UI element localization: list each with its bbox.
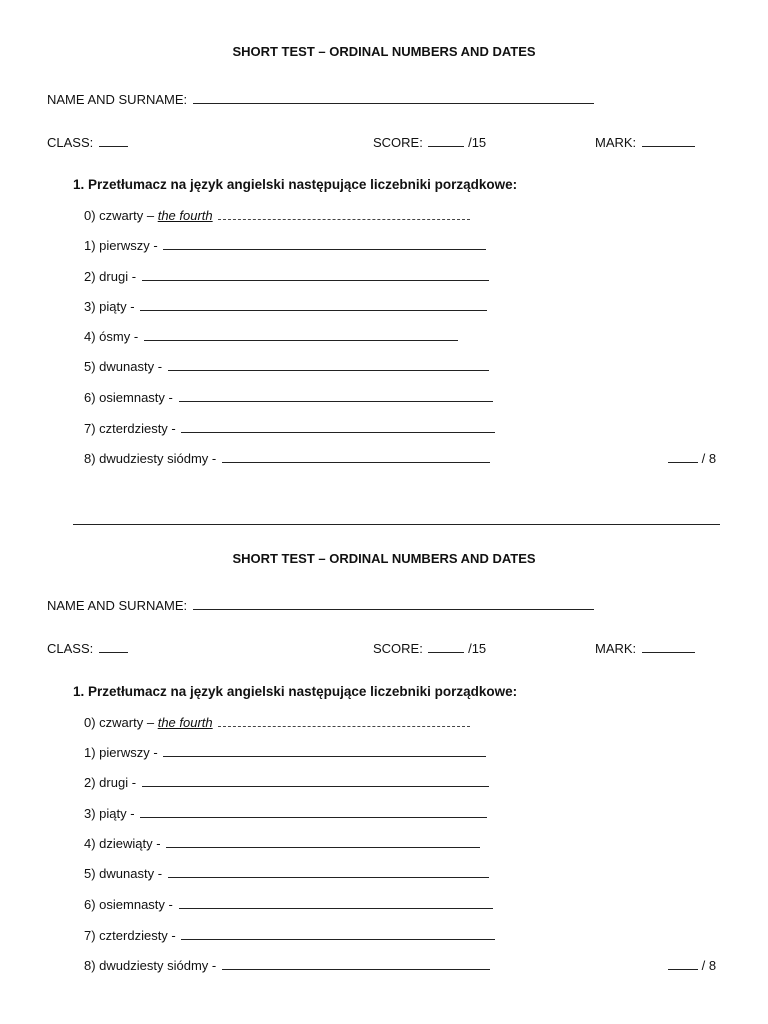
- item-line: [84, 865, 489, 881]
- score-blank[interactable]: [428, 134, 464, 147]
- name-line: [47, 597, 594, 613]
- mark-line: [595, 640, 695, 656]
- item-prompt: 8) dwudziesty siódmy -: [84, 451, 217, 466]
- mark-line: [595, 134, 695, 150]
- points-blank[interactable]: [668, 957, 698, 970]
- example-prompt: 0) czwarty –: [84, 715, 155, 730]
- mark-label: MARK:: [595, 641, 637, 656]
- item-line: [84, 927, 495, 943]
- item-line: [84, 268, 489, 284]
- answer-blank[interactable]: [179, 389, 493, 402]
- example-prompt: 0) czwarty –: [84, 208, 155, 223]
- item-prompt: 7) czterdziesty -: [84, 421, 176, 436]
- example-blank: [218, 207, 470, 220]
- item-prompt: 6) osiemnasty -: [84, 897, 173, 912]
- task-instruction: 1. Przetłumacz na język angielski następujące liczebniki porządkowe:: [73, 684, 518, 699]
- score-line: [373, 640, 486, 656]
- answer-blank[interactable]: [142, 774, 489, 787]
- answer-blank[interactable]: [168, 358, 489, 371]
- item-prompt: 6) osiemnasty -: [84, 390, 173, 405]
- item-prompt: 2) drugi -: [84, 269, 137, 284]
- name-blank[interactable]: [193, 91, 594, 104]
- score-line: [373, 134, 486, 150]
- item-line: [84, 774, 489, 790]
- cut-line-divider: [73, 524, 720, 525]
- class-label: CLASS:: [47, 641, 94, 656]
- answer-blank[interactable]: [140, 805, 487, 818]
- score-label: SCORE:: [373, 135, 423, 150]
- item-line: [84, 237, 486, 253]
- task-instruction: 1. Przetłumacz na język angielski następujące liczebniki porządkowe:: [73, 177, 518, 192]
- item-prompt: 7) czterdziesty -: [84, 928, 176, 943]
- item-line: [84, 896, 493, 912]
- answer-blank[interactable]: [179, 896, 493, 909]
- item-prompt: 4) ósmy -: [84, 329, 139, 344]
- answer-blank[interactable]: [181, 420, 495, 433]
- points-total: / 8: [701, 958, 717, 973]
- item-prompt: 3) piąty -: [84, 806, 135, 821]
- item-line: [84, 328, 458, 344]
- mark-blank[interactable]: [642, 134, 695, 147]
- score-total: /15: [468, 135, 487, 150]
- answer-blank[interactable]: [168, 865, 489, 878]
- answer-blank[interactable]: [166, 835, 480, 848]
- answer-blank[interactable]: [142, 268, 489, 281]
- test-title: SHORT TEST – ORDINAL NUMBERS AND DATES: [232, 551, 536, 566]
- answer-blank[interactable]: [222, 450, 490, 463]
- example-answer: the fourth: [157, 715, 213, 730]
- name-label: NAME AND SURNAME:: [47, 598, 188, 613]
- class-label: CLASS:: [47, 135, 94, 150]
- item-prompt: 3) piąty -: [84, 299, 135, 314]
- mark-label: MARK:: [595, 135, 637, 150]
- item-prompt: 5) dwunasty -: [84, 359, 163, 374]
- score-blank[interactable]: [428, 640, 464, 653]
- item-line: [84, 805, 487, 821]
- item-line: [84, 358, 489, 374]
- item-line: [84, 450, 490, 466]
- score-total: /15: [468, 641, 487, 656]
- answer-blank[interactable]: [140, 298, 487, 311]
- points-total: / 8: [701, 451, 717, 466]
- name-line: [47, 91, 594, 107]
- class-blank[interactable]: [99, 134, 128, 147]
- name-label: NAME AND SURNAME:: [47, 92, 188, 107]
- name-blank[interactable]: [193, 597, 594, 610]
- item-prompt: 4) dziewiąty -: [84, 836, 161, 851]
- item-line: [84, 298, 487, 314]
- item-prompt: 5) dwunasty -: [84, 866, 163, 881]
- mark-blank[interactable]: [642, 640, 695, 653]
- points-line: [668, 957, 716, 973]
- item-line: [84, 744, 486, 760]
- points-blank[interactable]: [668, 450, 698, 463]
- score-label: SCORE:: [373, 641, 423, 656]
- item-prompt: 8) dwudziesty siódmy -: [84, 958, 217, 973]
- item-line: [84, 835, 480, 851]
- example-answer: the fourth: [157, 208, 213, 223]
- answer-blank[interactable]: [181, 927, 495, 940]
- answer-blank[interactable]: [163, 237, 486, 250]
- answer-blank[interactable]: [222, 957, 490, 970]
- answer-blank[interactable]: [163, 744, 486, 757]
- points-line: [668, 450, 716, 466]
- class-blank[interactable]: [99, 640, 128, 653]
- item-line: [84, 420, 495, 436]
- answer-blank[interactable]: [144, 328, 458, 341]
- test-title: SHORT TEST – ORDINAL NUMBERS AND DATES: [232, 44, 536, 59]
- example-line: [84, 207, 470, 223]
- class-line: [47, 134, 128, 150]
- example-blank: [218, 714, 470, 727]
- item-prompt: 1) pierwszy -: [84, 745, 158, 760]
- example-line: [84, 714, 470, 730]
- item-line: [84, 389, 493, 405]
- item-prompt: 1) pierwszy -: [84, 238, 158, 253]
- class-line: [47, 640, 128, 656]
- item-line: [84, 957, 490, 973]
- item-prompt: 2) drugi -: [84, 775, 137, 790]
